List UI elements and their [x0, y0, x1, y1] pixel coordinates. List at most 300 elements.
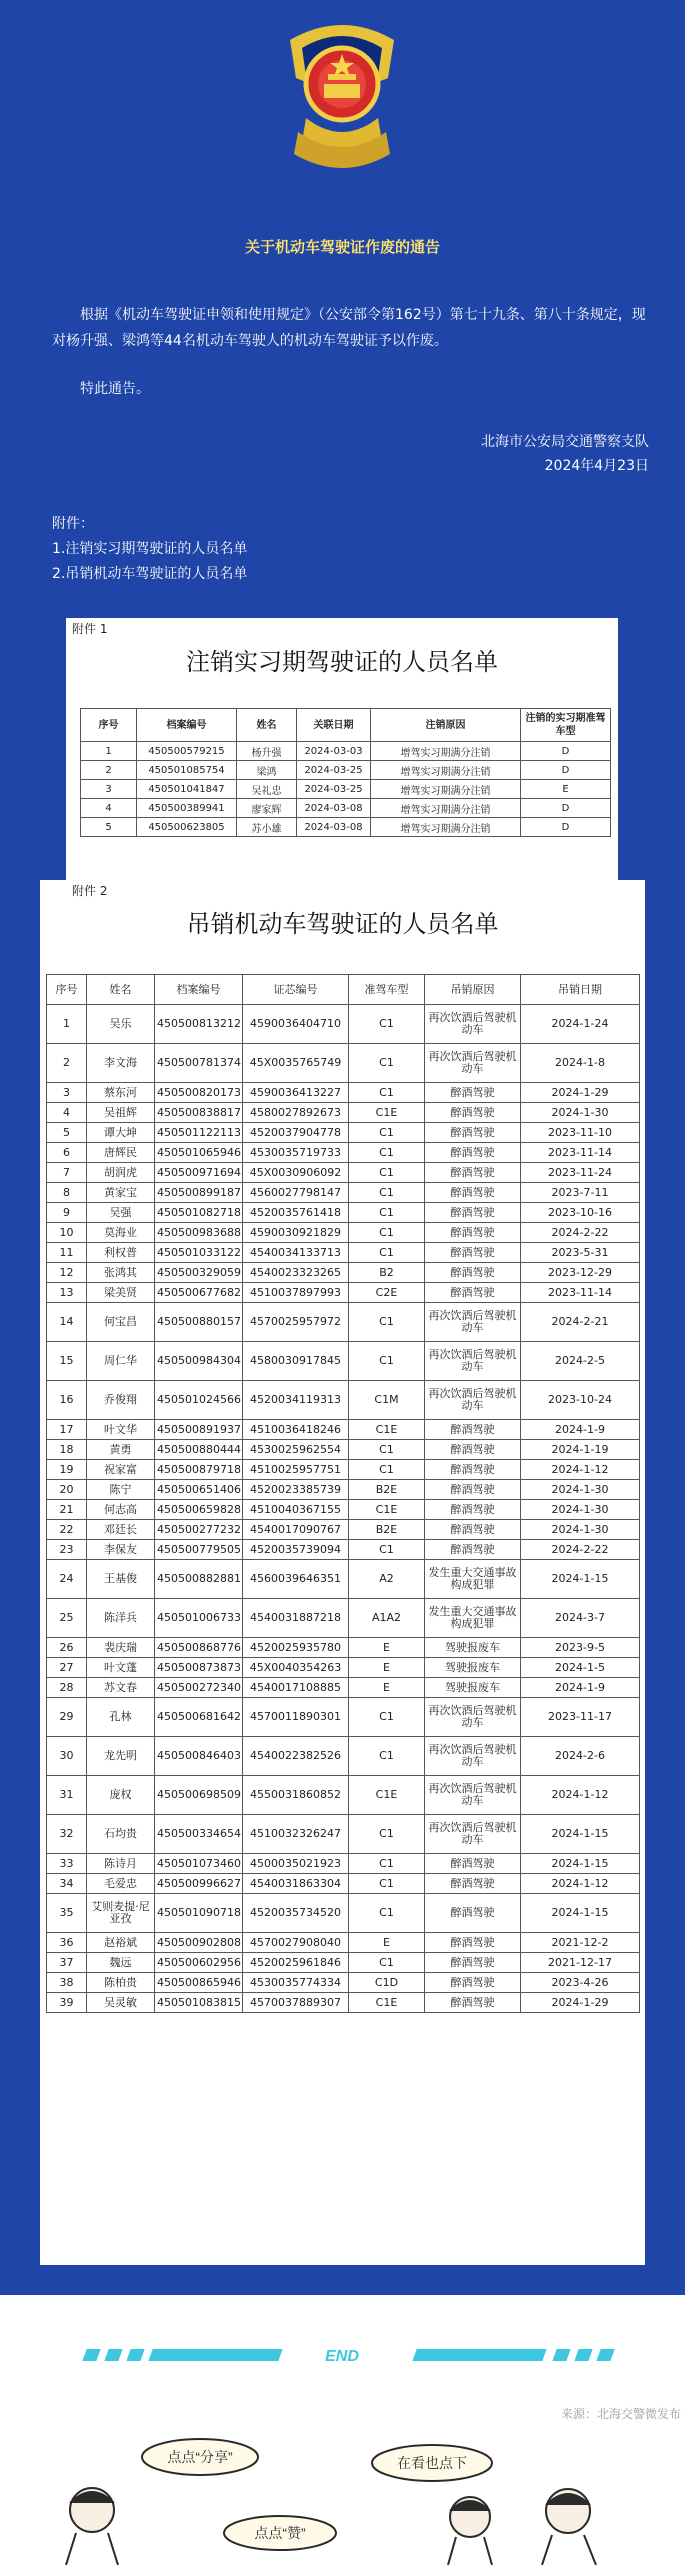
table-row — [81, 761, 611, 780]
footer-illustration — [0, 2425, 685, 2565]
table-row — [47, 1776, 640, 1815]
annex1-cell: 450500623805 — [137, 818, 237, 837]
bubble-share: 点点“分享” — [167, 2449, 233, 2465]
annex2-cell: 23 — [47, 1540, 87, 1560]
annex1-cell: 450500579215 — [137, 742, 237, 761]
table-row — [47, 1303, 640, 1342]
annex2-cell: 2023-5-31 — [521, 1243, 640, 1263]
annex2-cell: 24 — [47, 1560, 87, 1599]
table-row — [47, 1658, 640, 1678]
annex2-cell: 谭大坤 — [87, 1123, 155, 1143]
bubble-watching: 在看也点下 — [397, 2455, 467, 2471]
annex2-cell: 450500698509 — [155, 1776, 243, 1815]
annex2-cell: 19 — [47, 1460, 87, 1480]
annex2-cell: 4500035021923 — [243, 1854, 349, 1874]
annex2-cell: 4510032326247 — [243, 1815, 349, 1854]
annex2-cell: 再次饮酒后驾驶机动车 — [425, 1381, 521, 1420]
police-emblem-icon — [262, 14, 422, 182]
annex2-cell: C1 — [349, 1123, 425, 1143]
annex2-cell: 张鸿其 — [87, 1263, 155, 1283]
annex2-cell: 再次饮酒后驾驶机动车 — [425, 1044, 521, 1083]
annex2-cell: A2 — [349, 1560, 425, 1599]
annex2-cell: 4530035774334 — [243, 1973, 349, 1993]
annex2-cell: 14 — [47, 1303, 87, 1342]
annex2-cell: 450500681642 — [155, 1698, 243, 1737]
annex1-cell: 增驾实习期满分注销 — [371, 799, 521, 818]
table-row — [47, 1143, 640, 1163]
attachment-item: 1.注销实习期驾驶证的人员名单 — [52, 541, 248, 557]
table-row — [81, 799, 611, 818]
annex1-cell: 5 — [81, 818, 137, 837]
annex2-cell: 28 — [47, 1678, 87, 1698]
annex2-cell: 450501006733 — [155, 1599, 243, 1638]
annex2-tag: 附件 2 — [72, 884, 108, 898]
annex2-cell: 2023-11-17 — [521, 1698, 640, 1737]
annex1-cell: 吴礼忠 — [237, 780, 297, 799]
annex2-cell: 陈诗月 — [87, 1854, 155, 1874]
table-row — [47, 1599, 640, 1638]
annex2-cell: 450500272340 — [155, 1678, 243, 1698]
annex1-cell: E — [521, 780, 611, 799]
source-note: 来源：北海交警微发布 — [560, 2407, 681, 2421]
annex2-cell: 再次饮酒后驾驶机动车 — [425, 1005, 521, 1044]
annex2-cell: 34 — [47, 1874, 87, 1894]
annex2-cell: 4540031887218 — [243, 1599, 349, 1638]
notice-issuer: 北海市公安局交通警察支队 — [481, 434, 649, 450]
annex2-cell: 陈柏贵 — [87, 1973, 155, 1993]
table-row — [47, 1005, 640, 1044]
annex2-cell: 2021-12-2 — [521, 1933, 640, 1953]
annex2-cell: 魏远 — [87, 1953, 155, 1973]
annex2-cell: 2024-1-8 — [521, 1044, 640, 1083]
annex2-cell: 21 — [47, 1500, 87, 1520]
annex2-cell: 陈宁 — [87, 1480, 155, 1500]
annex2-cell: 李保友 — [87, 1540, 155, 1560]
annex2-cell: E — [349, 1933, 425, 1953]
annex2-cell: 庞权 — [87, 1776, 155, 1815]
annex1-cell: 苏小雄 — [237, 818, 297, 837]
table-row — [47, 1381, 640, 1420]
annex2-cell: 450500880157 — [155, 1303, 243, 1342]
annex2-cell: 醉酒驾驶 — [425, 1874, 521, 1894]
annex2-cell: 4550031860852 — [243, 1776, 349, 1815]
annex2-panel — [40, 880, 645, 2265]
annex2-cell: C1 — [349, 1460, 425, 1480]
annex2-cell: B2E — [349, 1480, 425, 1500]
annex1-cell: 3 — [81, 780, 137, 799]
notice-body: 根据《机动车驾驶证申领和使用规定》（公安部令第162号）第七十九条、第八十条规定，现对杨升强、梁鸿等44名机动车驾驶人的机动车驾驶证予以作废。 — [52, 307, 646, 349]
table-row — [47, 1874, 640, 1894]
table-row — [47, 1283, 640, 1303]
annex1-cell: 增驾实习期满分注销 — [371, 818, 521, 837]
annex2-header-cell: 吊销原因 — [425, 975, 521, 1005]
table-row — [47, 1460, 640, 1480]
annex2-cell: 7 — [47, 1163, 87, 1183]
annex2-cell: 石均贵 — [87, 1815, 155, 1854]
table-row — [47, 1103, 640, 1123]
annex2-cell: 2024-2-22 — [521, 1540, 640, 1560]
annex2-cell: 4510040367155 — [243, 1500, 349, 1520]
annex2-cell: 4520023385739 — [243, 1480, 349, 1500]
annex2-cell: C1M — [349, 1381, 425, 1420]
annex2-cell: 45X0030906092 — [243, 1163, 349, 1183]
annex2-cell: C1 — [349, 1183, 425, 1203]
table-row — [47, 1815, 640, 1854]
annex2-cell: 2024-1-15 — [521, 1815, 640, 1854]
annex2-cell: 苏文春 — [87, 1678, 155, 1698]
table-row — [47, 1263, 640, 1283]
annex1-cell: 增驾实习期满分注销 — [371, 780, 521, 799]
annex2-cell: C1 — [349, 1815, 425, 1854]
annex2-cell: 4520035739094 — [243, 1540, 349, 1560]
annex2-cell: 醉酒驾驶 — [425, 1973, 521, 1993]
annex2-cell: 450500277232 — [155, 1520, 243, 1540]
annex2-cell: 醉酒驾驶 — [425, 1460, 521, 1480]
annex2-cell: 驾驶报废车 — [425, 1678, 521, 1698]
annex2-cell: 艾则麦提·尼亚孜 — [87, 1894, 155, 1933]
annex2-cell: 赵裕斌 — [87, 1933, 155, 1953]
annex2-cell: 2024-1-5 — [521, 1658, 640, 1678]
annex2-cell: C1 — [349, 1143, 425, 1163]
annex2-cell: 4520037904778 — [243, 1123, 349, 1143]
annex2-cell: 13 — [47, 1283, 87, 1303]
annex2-cell: C1 — [349, 1874, 425, 1894]
annex2-cell: 450500891937 — [155, 1420, 243, 1440]
annex2-cell: 乔俊翔 — [87, 1381, 155, 1420]
annex2-cell: 2024-1-29 — [521, 1083, 640, 1103]
annex2-cell: 4590030921829 — [243, 1223, 349, 1243]
annex2-cell: 2024-1-30 — [521, 1520, 640, 1540]
annex2-cell: 450501024566 — [155, 1381, 243, 1420]
annex2-cell: 龙先明 — [87, 1737, 155, 1776]
annex2-cell: C1 — [349, 1854, 425, 1874]
annex2-cell: 黄家宝 — [87, 1183, 155, 1203]
table-row — [47, 1123, 640, 1143]
annex2-cell: E — [349, 1678, 425, 1698]
annex2-header-cell: 档案编号 — [155, 975, 243, 1005]
annex2-cell: C1 — [349, 1894, 425, 1933]
annex2-cell: 27 — [47, 1658, 87, 1678]
annex2-cell: 再次饮酒后驾驶机动车 — [425, 1776, 521, 1815]
annex2-cell: 450501122113 — [155, 1123, 243, 1143]
table-row — [81, 742, 611, 761]
annex2-cell: 11 — [47, 1243, 87, 1263]
annex2-cell: 再次饮酒后驾驶机动车 — [425, 1815, 521, 1854]
annex2-cell: C1E — [349, 1500, 425, 1520]
annex2-cell: 450500868776 — [155, 1638, 243, 1658]
annex2-cell: 450500873873 — [155, 1658, 243, 1678]
annex2-cell: 2024-2-22 — [521, 1223, 640, 1243]
annex2-cell: 37 — [47, 1953, 87, 1973]
annex2-header-cell: 序号 — [47, 975, 87, 1005]
table-row — [47, 1440, 640, 1460]
annex2-cell: C1 — [349, 1540, 425, 1560]
annex2-cell: 4560039646351 — [243, 1560, 349, 1599]
annex1-cell: 450501085754 — [137, 761, 237, 780]
annex2-cell: 醉酒驾驶 — [425, 1500, 521, 1520]
annex2-cell: 450500882881 — [155, 1560, 243, 1599]
table-row — [47, 1183, 640, 1203]
annex1-cell: 杨升强 — [237, 742, 297, 761]
annex2-cell: 4570027908040 — [243, 1933, 349, 1953]
annex2-cell: 4570025957972 — [243, 1303, 349, 1342]
annex2-cell: 醉酒驾驶 — [425, 1163, 521, 1183]
annex2-cell: 450500602956 — [155, 1953, 243, 1973]
table-row — [81, 780, 611, 799]
annex1-title: 注销实习期驾驶证的人员名单 — [186, 648, 498, 676]
annex1-cell: 450500389941 — [137, 799, 237, 818]
annex1-cell: D — [521, 799, 611, 818]
annex2-cell: 醉酒驾驶 — [425, 1203, 521, 1223]
annex2-cell: 醉酒驾驶 — [425, 1520, 521, 1540]
annex2-cell: 2024-2-21 — [521, 1303, 640, 1342]
annex2-cell: 2024-2-6 — [521, 1737, 640, 1776]
annex2-cell: 4580030917845 — [243, 1342, 349, 1381]
annex1-cell: 2024-03-25 — [297, 761, 371, 780]
annex2-cell: 450501082718 — [155, 1203, 243, 1223]
annex2-cell: 2023-10-24 — [521, 1381, 640, 1420]
annex2-cell: 发生重大交通事故构成犯罪 — [425, 1599, 521, 1638]
table-row — [47, 1973, 640, 1993]
annex2-cell: 4540023323265 — [243, 1263, 349, 1283]
annex2-cell: 36 — [47, 1933, 87, 1953]
annex2-cell: 2023-7-11 — [521, 1183, 640, 1203]
annex2-cell: 3 — [47, 1083, 87, 1103]
table-row — [47, 1083, 640, 1103]
annex2-cell: C1 — [349, 1083, 425, 1103]
annex2-cell: 33 — [47, 1854, 87, 1874]
annex2-cell: 450500879718 — [155, 1460, 243, 1480]
annex2-cell: 31 — [47, 1776, 87, 1815]
annex2-cell: 2024-1-15 — [521, 1560, 640, 1599]
annex2-cell: 12 — [47, 1263, 87, 1283]
annex2-cell: 再次饮酒后驾驶机动车 — [425, 1698, 521, 1737]
annex2-cell: 450500983688 — [155, 1223, 243, 1243]
end-divider — [0, 2340, 685, 2370]
annex1-header-cell: 注销的实习期准驾车型 — [521, 709, 611, 742]
annex2-cell: 醉酒驾驶 — [425, 1223, 521, 1243]
annex2-cell: C1 — [349, 1044, 425, 1083]
annex2-header-cell: 准驾车型 — [349, 975, 425, 1005]
annex2-cell: 4510036418246 — [243, 1420, 349, 1440]
annex2-cell: 陈洋兵 — [87, 1599, 155, 1638]
annex2-cell: 吴乐 — [87, 1005, 155, 1044]
annex2-cell: 醉酒驾驶 — [425, 1540, 521, 1560]
annex1-header-cell: 序号 — [81, 709, 137, 742]
annex2-cell: 唐辉民 — [87, 1143, 155, 1163]
annex2-cell: 450500996627 — [155, 1874, 243, 1894]
table-row — [47, 1420, 640, 1440]
annex2-cell: 醉酒驾驶 — [425, 1993, 521, 2013]
annex1-cell: 梁鸿 — [237, 761, 297, 780]
annex2-cell: 驾驶报废车 — [425, 1638, 521, 1658]
annex2-cell: E — [349, 1658, 425, 1678]
annex1-header-cell: 档案编号 — [137, 709, 237, 742]
table-row — [47, 1540, 640, 1560]
annex2-header-cell: 证芯编号 — [243, 975, 349, 1005]
annex2-cell: 35 — [47, 1894, 87, 1933]
annex2-cell: 25 — [47, 1599, 87, 1638]
annex2-cell: 450500880444 — [155, 1440, 243, 1460]
annex2-cell: 2024-1-9 — [521, 1420, 640, 1440]
annex2-cell: 4570011890301 — [243, 1698, 349, 1737]
annex2-cell: 450500865946 — [155, 1973, 243, 1993]
annex2-cell: 450500659828 — [155, 1500, 243, 1520]
annex2-cell: 吴祖辉 — [87, 1103, 155, 1123]
annex2-cell: 22 — [47, 1520, 87, 1540]
annex2-cell: 醉酒驾驶 — [425, 1283, 521, 1303]
annex2-cell: 醉酒驾驶 — [425, 1894, 521, 1933]
annex2-cell: 吴强 — [87, 1203, 155, 1223]
annex2-cell: 16 — [47, 1381, 87, 1420]
table-row — [47, 1737, 640, 1776]
annex2-cell: 2023-4-26 — [521, 1973, 640, 1993]
annex2-cell: 2024-1-30 — [521, 1103, 640, 1123]
annex2-cell: 450500899187 — [155, 1183, 243, 1203]
annex2-title: 吊销机动车驾驶证的人员名单 — [186, 910, 499, 938]
table-row — [47, 1698, 640, 1737]
annex1-header-cell: 注销原因 — [371, 709, 521, 742]
annex2-cell: 2023-11-14 — [521, 1143, 640, 1163]
annex2-cell: 孔林 — [87, 1698, 155, 1737]
annex2-cell: C1E — [349, 1103, 425, 1123]
annex2-cell: 4520035734520 — [243, 1894, 349, 1933]
annex2-cell: 醉酒驾驶 — [425, 1083, 521, 1103]
annex2-header-cell: 吊销日期 — [521, 975, 640, 1005]
annex2-cell: 2023-10-16 — [521, 1203, 640, 1223]
annex1-cell: D — [521, 761, 611, 780]
table-row — [47, 1342, 640, 1381]
table-row — [47, 1520, 640, 1540]
annex2-cell: 叶文蓬 — [87, 1658, 155, 1678]
annex2-cell: 29 — [47, 1698, 87, 1737]
table-row — [47, 1678, 640, 1698]
annex2-cell: C1 — [349, 1953, 425, 1973]
annex2-cell: 26 — [47, 1638, 87, 1658]
annex2-cell: 4540017090767 — [243, 1520, 349, 1540]
annex2-cell: 醉酒驾驶 — [425, 1854, 521, 1874]
annex2-cell: 38 — [47, 1973, 87, 1993]
table-row — [47, 1500, 640, 1520]
annex2-cell: 32 — [47, 1815, 87, 1854]
annex2-cell: 4540034133713 — [243, 1243, 349, 1263]
annex2-cell: C1 — [349, 1342, 425, 1381]
annex1-cell: 2024-03-25 — [297, 780, 371, 799]
annex2-cell: B2 — [349, 1263, 425, 1283]
annex2-cell: 10 — [47, 1223, 87, 1243]
annex2-cell: 450500902808 — [155, 1933, 243, 1953]
notice-date: 2024年4月23日 — [544, 458, 649, 474]
annex2-cell: 何宝昌 — [87, 1303, 155, 1342]
annex1-cell: D — [521, 742, 611, 761]
table-row — [47, 1243, 640, 1263]
annex2-cell: 2023-11-14 — [521, 1283, 640, 1303]
annex2-cell: 6 — [47, 1143, 87, 1163]
annex2-cell: 450501033122 — [155, 1243, 243, 1263]
annex2-cell: 4580027892673 — [243, 1103, 349, 1123]
annex2-cell: 15 — [47, 1342, 87, 1381]
annex2-cell: 4 — [47, 1103, 87, 1123]
annex2-cell: 450500677682 — [155, 1283, 243, 1303]
annex2-cell: 450500779505 — [155, 1540, 243, 1560]
annex1-cell: D — [521, 818, 611, 837]
annex2-cell: 2024-1-19 — [521, 1440, 640, 1460]
annex2-cell: 2024-1-15 — [521, 1894, 640, 1933]
annex2-cell: 2023-11-24 — [521, 1163, 640, 1183]
annex2-cell: 4510025957751 — [243, 1460, 349, 1480]
annex2-cell: 450500984304 — [155, 1342, 243, 1381]
annex1-cell: 增驾实习期满分注销 — [371, 742, 521, 761]
annex2-cell: 2024-1-30 — [521, 1500, 640, 1520]
annex2-cell: 4540022382526 — [243, 1737, 349, 1776]
annex2-cell: 5 — [47, 1123, 87, 1143]
annex2-cell: C1 — [349, 1737, 425, 1776]
annex2-cell: 2024-2-5 — [521, 1342, 640, 1381]
annex1-header-cell: 姓名 — [237, 709, 297, 742]
annex2-cell: E — [349, 1638, 425, 1658]
annex2-cell: 450501090718 — [155, 1894, 243, 1933]
annex2-cell: C1E — [349, 1776, 425, 1815]
annex1-cell: 2024-03-08 — [297, 818, 371, 837]
annex2-header-cell: 姓名 — [87, 975, 155, 1005]
annex2-cell: 18 — [47, 1440, 87, 1460]
table-row — [47, 1894, 640, 1933]
notice-special: 特此通告。 — [80, 381, 150, 397]
annex2-cell: 2023-11-10 — [521, 1123, 640, 1143]
annex2-cell: 4520025935780 — [243, 1638, 349, 1658]
annex2-cell: 再次饮酒后驾驶机动车 — [425, 1303, 521, 1342]
annex2-cell: 发生重大交通事故构成犯罪 — [425, 1560, 521, 1599]
table-row — [47, 1223, 640, 1243]
annex2-cell: C1 — [349, 1005, 425, 1044]
table-row — [47, 1480, 640, 1500]
annex2-cell: C1 — [349, 1698, 425, 1737]
table-row — [47, 1044, 640, 1083]
annex2-cell: 周仁华 — [87, 1342, 155, 1381]
annex1-header-cell: 关联日期 — [297, 709, 371, 742]
annex2-cell: 450500838817 — [155, 1103, 243, 1123]
annex2-cell: 4530025962554 — [243, 1440, 349, 1460]
annex2-cell: 4590036413227 — [243, 1083, 349, 1103]
annex2-cell: 450501083815 — [155, 1993, 243, 2013]
annex2-cell: 450500334654 — [155, 1815, 243, 1854]
table-row — [47, 1638, 640, 1658]
annex2-cell: 450500651406 — [155, 1480, 243, 1500]
table-row — [47, 1163, 640, 1183]
bubble-like: 点点“赞” — [254, 2525, 306, 2541]
annex2-cell: 450500846403 — [155, 1737, 243, 1776]
table-row — [47, 1854, 640, 1874]
annex2-cell: 4570037889307 — [243, 1993, 349, 2013]
annex2-cell: 2024-1-30 — [521, 1480, 640, 1500]
annex2-cell: 2024-1-24 — [521, 1005, 640, 1044]
annex2-cell: 再次饮酒后驾驶机动车 — [425, 1342, 521, 1381]
annex2-cell: 醉酒驾驶 — [425, 1263, 521, 1283]
annex2-cell: 2024-1-12 — [521, 1460, 640, 1480]
annex1-cell: 450501041847 — [137, 780, 237, 799]
annex2-cell: C1 — [349, 1303, 425, 1342]
annex2-cell: 利权普 — [87, 1243, 155, 1263]
annex2-cell: 4540017108885 — [243, 1678, 349, 1698]
annex2-cell: 20 — [47, 1480, 87, 1500]
annex2-cell: 2024-1-12 — [521, 1776, 640, 1815]
annex1-cell: 增驾实习期满分注销 — [371, 761, 521, 780]
annex2-cell: 再次饮酒后驾驶机动车 — [425, 1737, 521, 1776]
annex2-cell: 450500971694 — [155, 1163, 243, 1183]
annex2-cell: C1 — [349, 1223, 425, 1243]
annex1-cell: 2024-03-08 — [297, 799, 371, 818]
annex2-cell: 2021-12-17 — [521, 1953, 640, 1973]
